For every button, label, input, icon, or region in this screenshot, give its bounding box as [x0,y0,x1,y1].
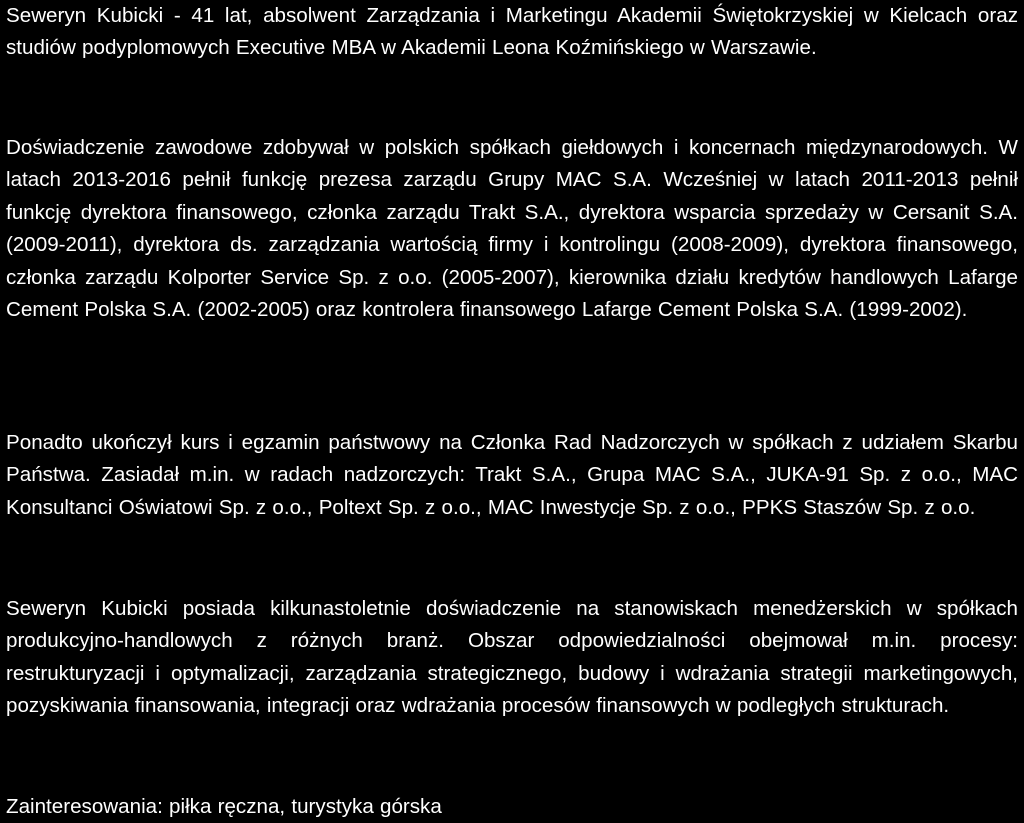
paragraph-management-experience: Seweryn Kubicki posiada kilkunastoletnie doświadczenie na stanowiskach menedżerskich w spółkach produkcyjno-handlowych z różnych branż. Obszar odpowiedzialności obejmował m.in. procesy: restrukturyzacji i optymalizacji, zarządzania strategicznego, budowy i wdrażania strategii marketingowych, pozyskiwania finansowania, integracji oraz wdrażania procesów finansowych w podległych strukturach. [6,597,1018,718]
paragraph-experience: Doświadczenie zawodowe zdobywał w polskich spółkach giełdowych i koncernach międzynarodowych. W latach 2013-2016 pełnił funkcję prezesa zarządu Grupy MAC S.A. Wcześniej w latach 2011-2013 pełnił funkcję dyrektora finansowego, członka zarządu Trakt S.A., dyrektora wsparcia sprzedaży w Cersanit S.A. (2009-2011), dyrektora ds. zarządzania wartością firmy i kontrolingu (2008-2009), dyrektora finansowego, członka zarządu Kolporter Service Sp. z o.o. (2005-2007), kierownika działu kredytów handlowych Lafarge Cement Polska S.A. (2002-2005) oraz kontrolera finansowego Lafarge Cement Polska S.A. (1999-2002). [6,136,1018,322]
paragraph-education: Seweryn Kubicki - 41 lat, absolwent Zarządzania i Marketingu Akademii Świętokrzyskiej w Kielcach oraz studiów podyplomowych Executive MBA w Akademii Leona Koźmińskiego w Warszawie. [6,4,1018,60]
paragraph-supervisory-boards: Ponadto ukończył kurs i egzamin państwowy na Członka Rad Nadzorczych w spółkach z udziałem Skarbu Państwa. Zasiadał m.in. w radach nadzorczych: Trakt S.A., Grupa MAC S.A., JUKA-91 Sp. z o.o., MAC Konsultanci Oświatowi Sp. z o.o., Poltext Sp. z o.o., MAC Inwestycje Sp. z o.o., PPKS Staszów Sp. z o.o. [6,431,1018,519]
paragraph-interests: Zainteresowania: piłka ręczna, turystyka górska [6,795,442,818]
